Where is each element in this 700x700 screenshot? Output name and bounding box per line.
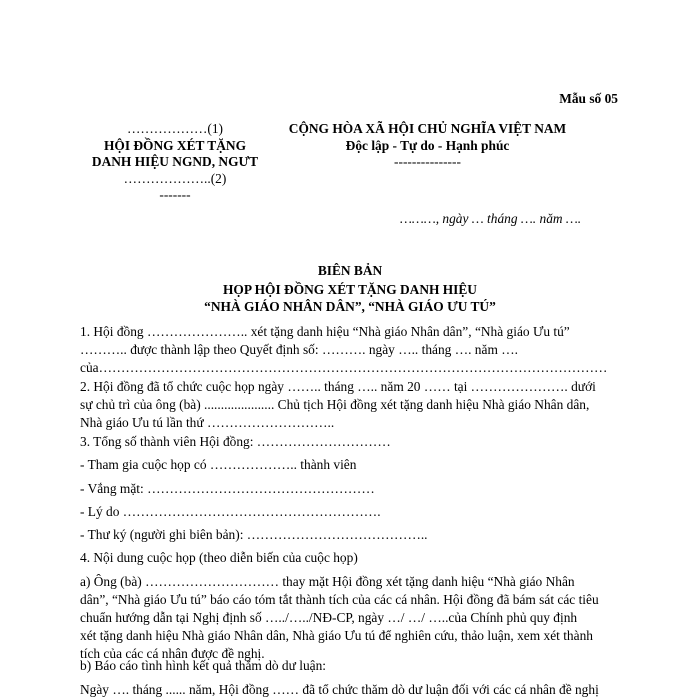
reason-line: - Lý do ………………………………………………….: [80, 504, 381, 519]
left-header: [70, 121, 280, 204]
section-4: 4. Nội dung cuộc họp (theo diễn biến của cuộc họp): [80, 550, 358, 565]
left-divider: -------: [159, 187, 191, 202]
section-3: 3. Tổng số thành viên Hội đồng: …………………………: [80, 434, 391, 449]
council-title: DANH HIỆU NGND, NGƯT: [91, 154, 259, 169]
section-2-line-2: sự chủ trì của ông (bà) ..................... Chủ tịch Hội đồng xét tặng danh hiệu Nhà giáo Nhân dân,: [80, 397, 590, 412]
section-1-line-2: ……….. được thành lập theo Quyết định số: ………. ngày ….. tháng …. năm ….: [80, 342, 518, 357]
right-divider: ---------------: [394, 154, 461, 169]
section-1-line-1: 1. Hội đồng ………………….. xét tặng danh hiệu “Nhà giáo Nhân dân”, “Nhà giáo Ưu tú”: [80, 324, 570, 339]
section-2-line-1: 2. Hội đồng đã tổ chức cuộc họp ngày …….. tháng ….. năm 20 …… tại …………………. dưới: [80, 379, 596, 394]
absent-line: - Vắng mặt: ……………………………………………: [80, 481, 375, 496]
unit-placeholder: ………………..(2): [123, 170, 227, 186]
secretary-line: - Thư ký (người ghi biên bản): …………………………………..: [80, 527, 428, 542]
section-2: [80, 378, 620, 432]
section-2-line-3: Nhà giáo Ưu tú lần thứ ………………………..: [80, 415, 335, 430]
council-name: HỘI ĐỒNG XÉT TẶNG: [104, 137, 246, 153]
item-a-line-3: chuẩn hướng dẫn tại Nghị định số …../…../NĐ-CP, ngày …/ …/ …..của Chính phủ quy định: [80, 610, 578, 625]
item-a-line-4: xét tặng danh hiệu Nhà giáo Nhân dân, Nhà giáo Ưu tú để nghiên cứu, thảo luận, xem xét thành: [80, 628, 593, 643]
title-line-1: BIÊN BẢN: [317, 263, 383, 278]
national-title: CỘNG HÒA XÃ HỘI CHỦ NGHĨA VIỆT NAM: [288, 121, 567, 136]
document-title: [0, 262, 700, 315]
section-1-line-3: của……………………………………………………………………………………………………: [80, 360, 608, 375]
form-code: Mẫu số 05: [559, 91, 618, 106]
item-a-line-1: a) Ông (bà) ………………………… thay mặt Hội đồng xét tặng danh hiệu “Nhà giáo Nhân: [80, 574, 575, 589]
item-b-line-1: Ngày …. tháng ...... năm, Hội đồng …… đã tổ chức thăm dò dư luận đối với các cá nhân đề nghị: [80, 682, 599, 697]
date-line: ………, ngày … tháng …. năm ….: [400, 211, 582, 226]
title-line-2: HỌP HỘI ĐỒNG XÉT TẶNG DANH HIỆU: [223, 282, 477, 297]
section-1: [80, 323, 620, 377]
national-motto: Độc lập - Tự do - Hạnh phúc: [345, 137, 510, 153]
item-a-line-5: tích của các cá nhân được đề nghị.: [80, 646, 265, 661]
item-a: [80, 573, 620, 663]
title-line-3: “NHÀ GIÁO NHÂN DÂN”, “NHÀ GIÁO ƯU TÚ”: [204, 299, 496, 314]
item-b-heading: b) Báo cáo tình hình kết quả thăm dò dư luận:: [80, 658, 327, 673]
attendance-line: - Tham gia cuộc họp có ……………….. thành viên: [80, 457, 357, 472]
right-header: [270, 121, 585, 171]
agency-placeholder: ………………(1): [127, 121, 223, 136]
item-a-line-2: dân”, “Nhà giáo Ưu tú” báo cáo tóm tắt thành tích của các cá nhân. Hội đồng đã bám sát các tiêu: [80, 592, 599, 607]
